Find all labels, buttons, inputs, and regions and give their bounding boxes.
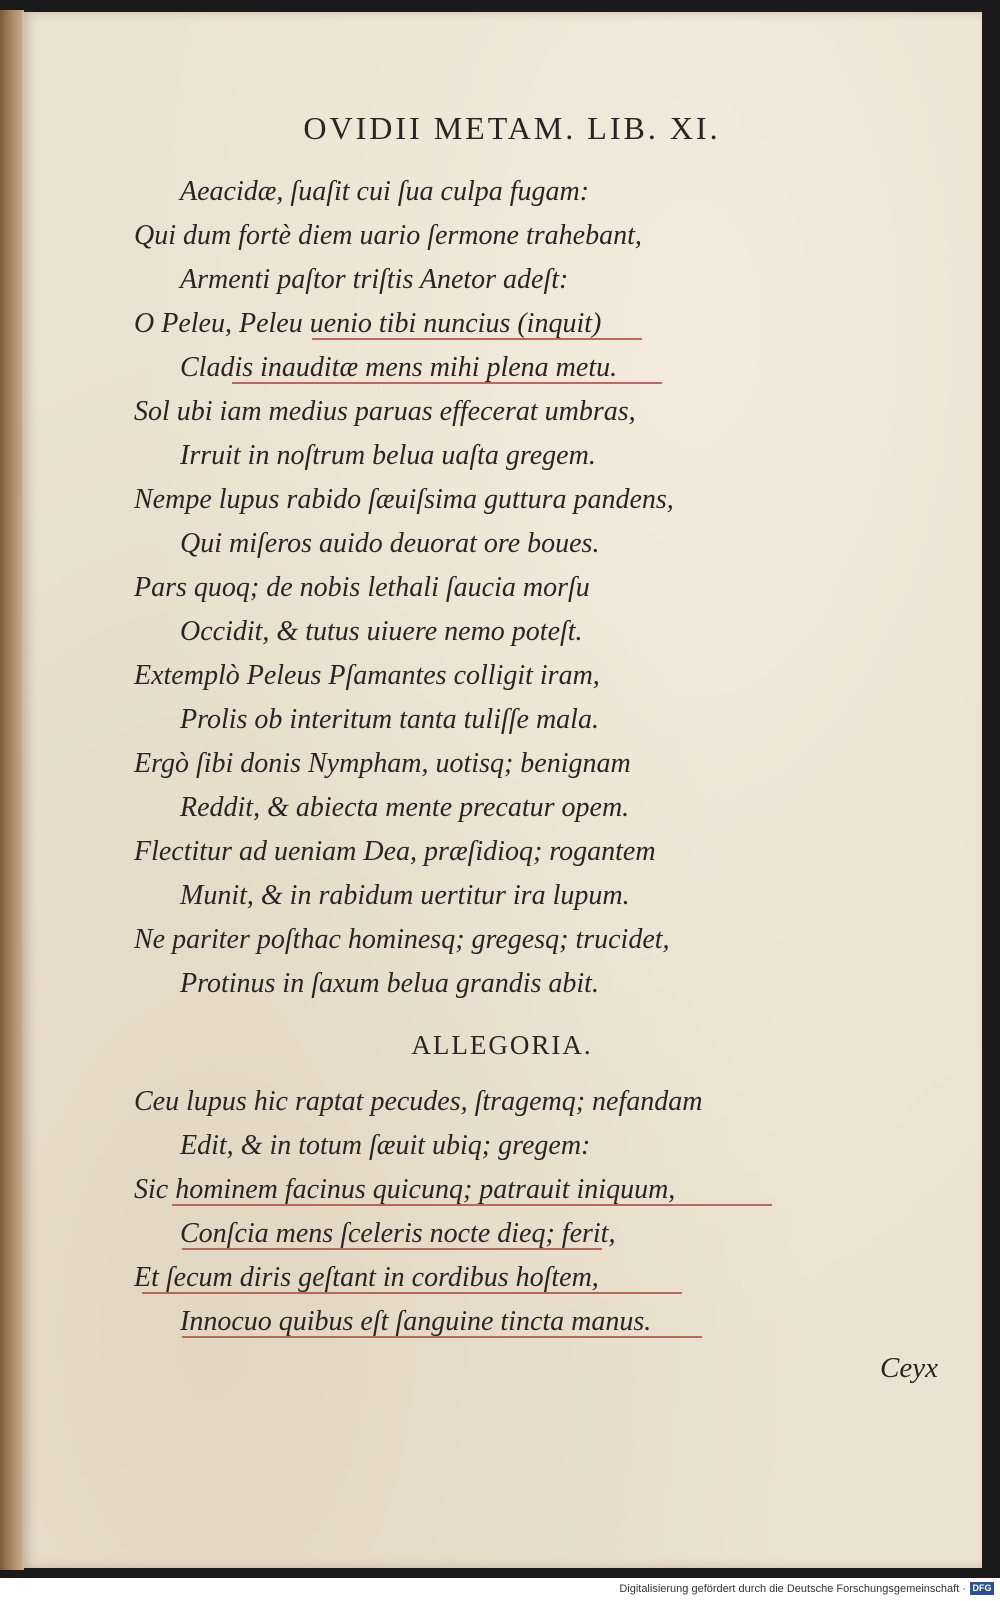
- verse-line: Qui miſeros auido deuorat ore boues.: [180, 528, 600, 559]
- verse-line: Innocuo quibus eſt ſanguine tincta manus.: [22, 1300, 982, 1344]
- dfg-logo: DFG: [970, 1582, 994, 1595]
- verse-line: Edit, & in totum ſæuit ubiq; gregem:: [180, 1130, 591, 1161]
- verse-line: Armenti paſtor triſtis Anetor adeſt:: [180, 264, 569, 295]
- verse-line: O Peleu, Peleu uenio tibi nuncius (inquit): [22, 302, 982, 346]
- verse-line: Extemplò Peleus Pſamantes colligit iram,: [134, 660, 600, 691]
- verse-line: Cladis inauditæ mens mihi plena metu.: [22, 346, 982, 390]
- verse-line: Irruit in noſtrum belua uaſta gregem.: [180, 440, 596, 471]
- verse-line: Reddit, & abiecta mente precatur opem.: [180, 792, 630, 823]
- verse-line: Ne pariter poſthac hominesq; gregesq; trucidet,: [134, 924, 670, 955]
- red-ink-underline: [172, 1204, 772, 1206]
- footer-bar: [0, 1578, 1000, 1601]
- verse-line: Conſcia mens ſceleris nocte dieq; ferit,: [180, 1218, 616, 1249]
- verse-line: Munit, & in rabidum uertitur ira lupum.: [180, 880, 630, 911]
- red-ink-underline: [232, 382, 662, 384]
- red-ink-underline: [312, 338, 642, 340]
- verse-line: Sic hominem facinus quicunq; patrauit iniquum,: [22, 1168, 982, 1212]
- verse-line: Pars quoq; de nobis lethali ſaucia morſu: [134, 572, 590, 603]
- verse-line: Sol ubi iam medius paruas effecerat umbras,: [134, 396, 636, 427]
- verse-line: Ergò ſibi donis Nympham, uotisq; benignam: [134, 748, 631, 779]
- book-page: [22, 12, 982, 1568]
- running-header: OVIDII METAM. LIB. XI.: [303, 110, 721, 146]
- red-ink-underline: [142, 1292, 682, 1294]
- verse-block: [22, 170, 982, 1006]
- section-title: ALLEGORIA.: [411, 1030, 593, 1060]
- funding-credit: Digitalisierung gefördert durch die Deutsche Forschungsgemeinschaft ·: [619, 1583, 966, 1595]
- verse-line: Occidit, & tutus uiuere nemo poteſt.: [180, 616, 583, 647]
- allegory-block: [22, 1080, 982, 1344]
- verse-line: Et ſecum diris geſtant in cordibus hoſtem,: [22, 1256, 982, 1300]
- red-ink-underline: [182, 1336, 702, 1338]
- verse-line: Qui dum fortè diem uario ſermone trahebant,: [134, 220, 642, 251]
- verse-line: Aeacidæ, ſuaſit cui ſua culpa fugam:: [180, 176, 590, 207]
- red-ink-underline: [182, 1248, 602, 1250]
- verse-line: Ceu lupus hic raptat pecudes, ſtragemq; nefandam: [134, 1086, 703, 1117]
- verse-line: Nempe lupus rabido ſæuiſsima guttura pandens,: [134, 484, 674, 515]
- book-spine: [0, 10, 24, 1570]
- verse-line: Protinus in ſaxum belua grandis abit.: [180, 968, 599, 999]
- verse-line: Prolis ob interitum tanta tuliſſe mala.: [180, 704, 599, 735]
- catchword: Ceyx: [880, 1352, 938, 1384]
- verse-line: Flectitur ad ueniam Dea, præſidioq; rogantem: [134, 836, 656, 867]
